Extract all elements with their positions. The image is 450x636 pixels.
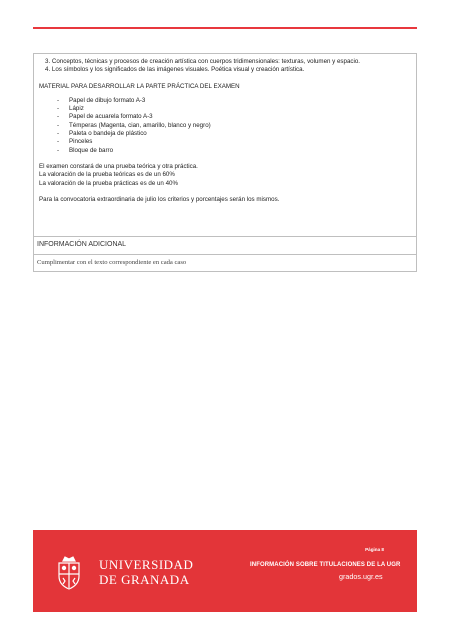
university-line-2: DE GRANADA [99, 572, 190, 587]
list-item [57, 122, 411, 130]
material-text: Lápiz [69, 105, 84, 113]
exam-line: La valoración de la prueba teóricas es de un 60% [39, 171, 175, 179]
exam-line: La valoración de la prueba prácticas es de un 40% [39, 179, 178, 187]
footer-banner [33, 530, 417, 612]
bullet-dash: - [57, 105, 60, 113]
topics-list [39, 58, 411, 75]
additional-info-heading: INFORMACIÓN ADICIONAL [33, 237, 417, 255]
list-item [57, 105, 411, 113]
university-line-1: UNIVERSIDAD [99, 557, 194, 572]
bullet-dash: - [57, 113, 60, 121]
content-box [33, 53, 417, 237]
exam-line: El examen constará de una prueba teórica y otra práctica. [39, 162, 198, 170]
bullet-dash: - [57, 146, 60, 154]
list-item [57, 97, 411, 105]
bullet-dash: - [57, 121, 60, 129]
material-text: Paleta o bandeja de plástico [69, 130, 147, 138]
university-name [99, 557, 193, 587]
topic-item: 3. Conceptos, técnicas y procesos de creación artística con cuerpos tridimensionales: texturas, volumen y espacio. [45, 58, 361, 65]
bullet-dash: - [57, 138, 60, 146]
exam-description [39, 163, 411, 188]
material-text: Papel de acuarela formato A-3 [69, 113, 153, 121]
material-text: Témperas (Magenta, cian, amarillo, blanco y negro) [69, 121, 211, 129]
page-number: Página 8 [365, 547, 384, 552]
list-item [57, 147, 411, 155]
materials-list [39, 97, 411, 155]
material-text: Bloque de barro [69, 146, 114, 154]
bullet-dash: - [57, 130, 60, 138]
list-item [57, 138, 411, 146]
material-text: Papel de dibujo formato A-3 [69, 96, 146, 104]
bullet-dash: - [57, 96, 60, 104]
list-item [57, 130, 411, 138]
website-link[interactable]: grados.ugr.es [339, 572, 383, 581]
degrees-info-title: INFORMACIÓN SOBRE TITULACIONES DE LA UGR [250, 562, 401, 568]
ugr-crest-icon [55, 554, 83, 590]
topic-item: 4. Los símbolos y los significados de las imágenes visuales. Poética visual y creación artística. [45, 66, 305, 74]
july-note: Para la convocatoria extraordinaria de julio los criterios y porcentajes serán los mismos. [39, 195, 280, 203]
additional-info-body: Cumplimentar con el texto correspondiente en cada caso [33, 255, 417, 272]
materials-title: MATERIAL PARA DESARROLLAR LA PARTE PRÁCTICA DEL EXAMEN [39, 82, 240, 90]
top-red-rule [33, 27, 417, 29]
list-item [57, 113, 411, 121]
material-text: Pinceles [69, 138, 93, 146]
